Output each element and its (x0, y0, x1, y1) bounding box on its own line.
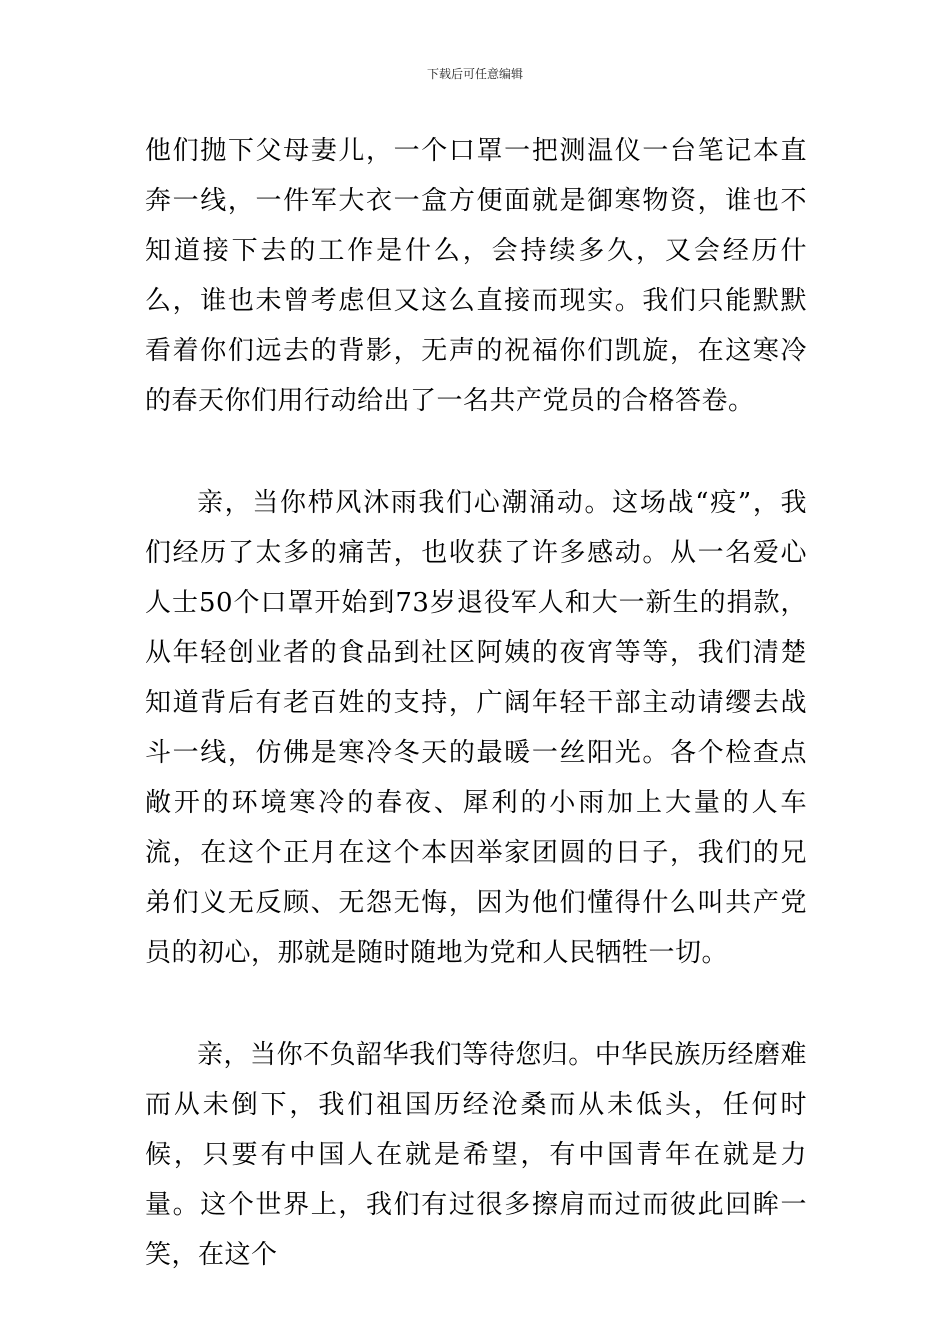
document-body (145, 126, 807, 1280)
paragraph-2: 亲，当你栉风沐雨我们心潮涌动。这场战“疫”，我们经历了太多的痛苦，也收获了许多感动。从一名爱心人士50个口罩开始到73岁退役军人和大一新生的捐款，从年轻创业者的食品到社区阿姨的夜宵等等，我们清楚知道背后有老百姓的支持，广阔年轻干部主动请缨去战斗一线，仿佛是寒冷冬天的最暖一丝阳光。各个检查点敞开的环境寒冷的春夜、犀利的小雨加上大量的人车流，在这个正月在这个本因举家团圆的日子，我们的兄弟们义无反顾、无怨无悔，因为他们懂得什么叫共产党员的初心，那就是随时随地为党和人民牺牲一切。 (145, 488, 807, 968)
paragraph-1: 他们抛下父母妻儿，一个口罩一把测温仪一台笔记本直奔一线，一件军大衣一盒方便面就是御寒物资，谁也不知道接下去的工作是什么，会持续多久，又会经历什么，谁也未曾考虑但又这么直接而现实。我们只能默默看着你们远去的背影，无声的祝福你们凯旋，在这寒冷的春天你们用行动给出了一名共产党员的合格答卷。 (145, 136, 807, 416)
paragraph-3: 亲，当你不负韶华我们等待您归。中华民族历经磨难而从未倒下，我们祖国历经沧桑而从未低头，任何时候，只要有中国人在就是希望，有中国青年在就是力量。这个世界上，我们有过很多擦肩而过而彼此回眸一笑，在这个 (145, 1040, 807, 1270)
page-header-note: 下载后可任意编辑 (426, 67, 523, 81)
